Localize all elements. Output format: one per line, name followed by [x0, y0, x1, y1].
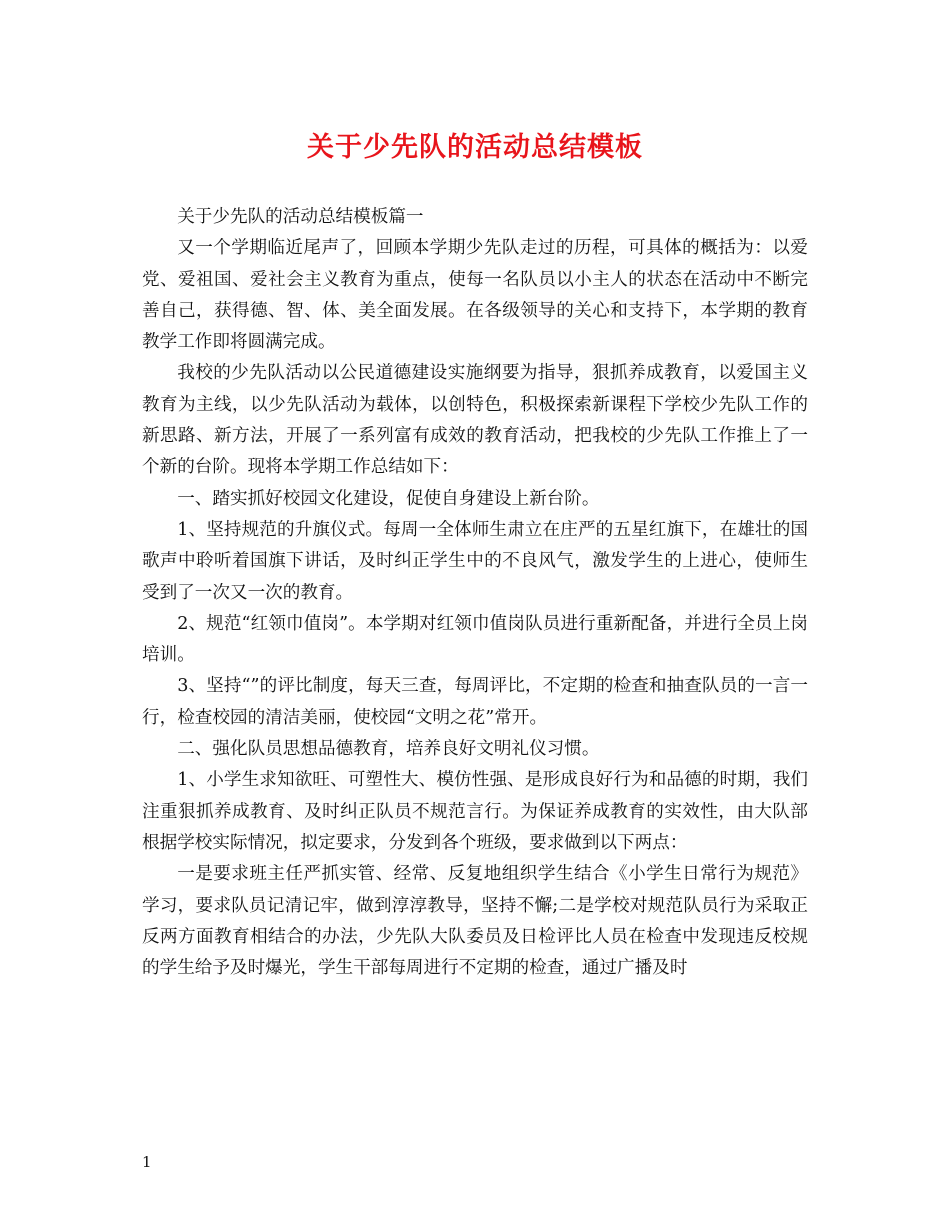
paragraph-evaluation-system: 3、坚持“”的评比制度，每天三查，每周评比，不定期的检查和抽查队员的一言一行，检查校园的清洁美丽，使校园“文明之花”常开。 [142, 676, 808, 728]
paragraph-intro: 又一个学期临近尾声了，回顾本学期少先队走过的历程，可具体的概括为：以爱党、爱祖国、爱社会主义教育为重点，使每一名队员以小主人的状态在活动中不断完善自己，获得德、智、体、美全面发展。在各级领导的关心和支持下，本学期的教育教学工作即将圆满完成。 [142, 238, 808, 353]
section-heading-moral-education: 二、强化队员思想品德教育，培养良好文明礼仪习惯。 [177, 739, 600, 760]
page-number: 1 [142, 1153, 152, 1171]
paragraph-red-scarf-duty: 2、规范“红领巾值岗”。本学期对红领巾值岗队员进行重新配备，并进行全员上岗培训。 [142, 613, 808, 666]
paragraph-overview: 我校的少先队活动以公民道德建设实施纲要为指导，狠抓养成教育，以爱国主义教育为主线，以少先队活动为载体，以创特色，积极探索新课程下学校少先队工作的新思路、新方法，开展了一系列富有成效的教育活动，把我校的少先队工作推上了一个新的台阶。现将本学期工作总结如下： [142, 363, 808, 478]
section-heading-campus-culture: 一、踏实抓好校园文化建设，促使自身建设上新台阶。 [177, 488, 600, 509]
paragraph-flag-ceremony: 1、坚持规范的升旗仪式。每周一全体师生肃立在庄严的五星红旗下，在雄壮的国歌声中聆听着国旗下讲话，及时纠正学生中的不良风气，激发学生的上进心，使师生受到了一次又一次的教育。 [142, 519, 808, 603]
document-body [142, 202, 808, 984]
document-title: 关于少先队的活动总结模板 [307, 132, 643, 163]
paragraph-two-measures: 一是要求班主任严抓实管、经常、反复地组织学生结合《小学生日常行为规范》学习，要求队员记清记牢，做到淳淳教导，坚持不懈;二是学校对规范队员行为采取正反两方面教育相结合的办法，少先队大队委员及日检评比人员在检查中发现违反校规的学生给予及时爆光，学生干部每周进行不定期的检查，通过广播及时 [142, 864, 808, 979]
section-heading-part-one: 关于少先队的活动总结模板篇一 [177, 207, 424, 227]
paragraph-habit-formation: 1、小学生求知欲旺、可塑性大、模仿性强、是形成良好行为和品德的时期，我们注重狠抓养成教育、及时纠正队员不规范言行。为保证养成教育的实效性，由大队部根据学校实际情况，拟定要求，分发到各个班级，要求做到以下两点： [142, 770, 808, 853]
